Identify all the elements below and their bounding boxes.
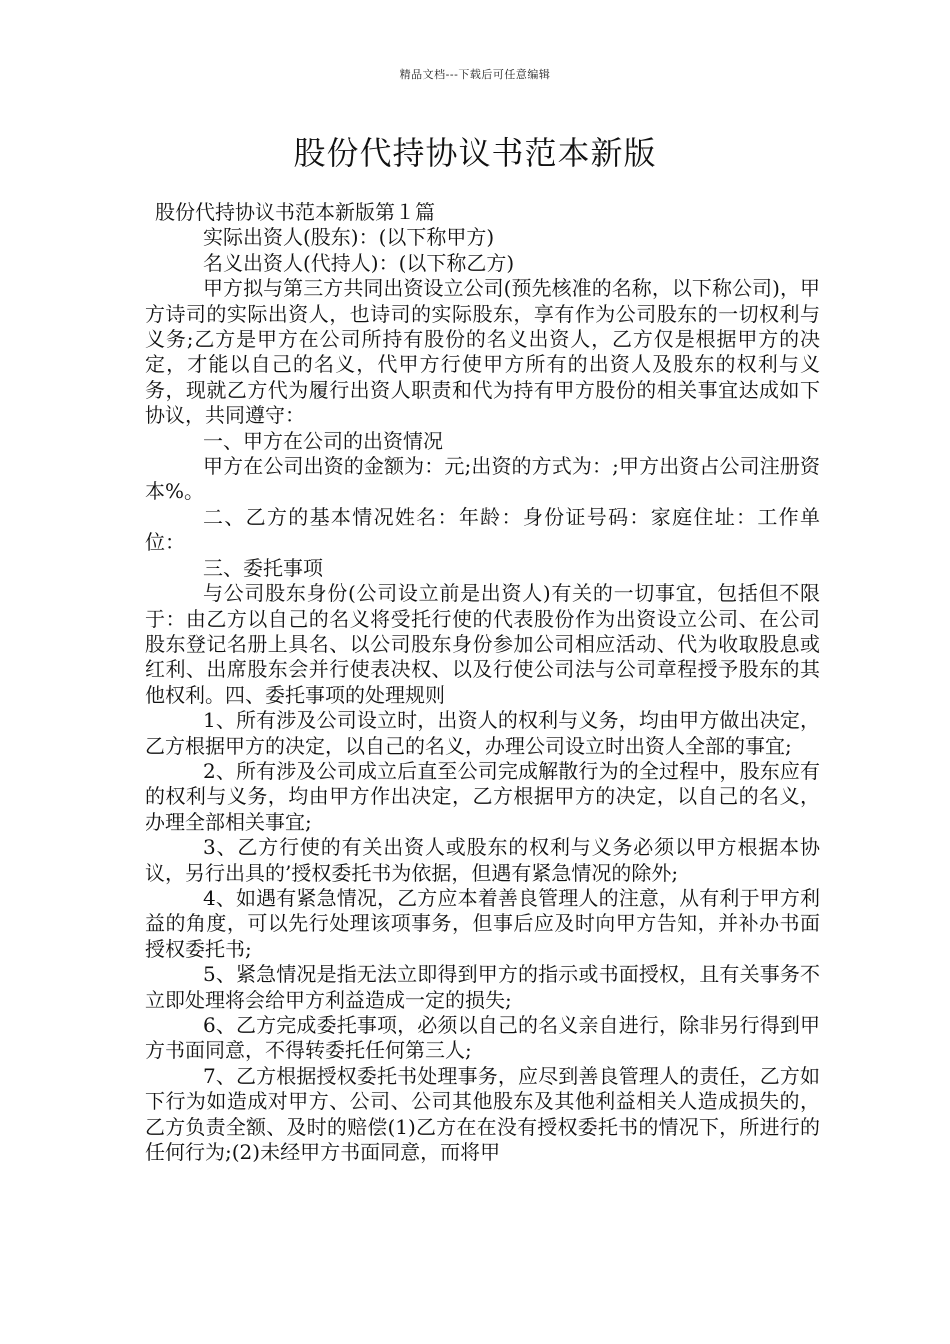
paragraph: 名义出资人(代持人)：(以下称乙方) (203, 250, 515, 275)
section-heading: 二、乙方的基本情况姓名：年龄：身份证号码：家庭住址：工作单位： (145, 504, 820, 555)
paragraph: 甲方拟与第三方共同出资设立公司(预先核准的名称，以下称公司)，甲方诗司的实际出资人，也诗司的实际股东，享有作为公司股东的一切权利与义务;乙方是甲方在公司所持有股份的名义出资人，乙方仅是根据甲方的决定，才能以自己的名义，代甲方行使甲方所有的出资人及股东的权利与义务，现就乙方代为履行出资人职责和代为持有甲方股份的相关事宜达成如下协议，共同遵守： (145, 276, 820, 428)
list-item: 4、如遇有紧急情况，乙方应本着善良管理人的注意，从有利于甲方利益的角度，可以先行处理该项事务，但事后应及时向甲方告知，并补办书面授权委托书; (145, 885, 820, 961)
document-body (145, 200, 820, 1165)
list-item: 5、紧急情况是指无法立即得到甲方的指示或书面授权，且有关事务不立即处理将会给甲方利益造成一定的损失; (145, 962, 820, 1012)
page-header: 精品文档---下载后可任意编辑 (399, 68, 551, 81)
section-subtitle: 股份代持协议书范本新版第１篇 (155, 200, 435, 224)
paragraph: 实际出资人(股东)：(以下称甲方) (203, 225, 495, 250)
list-item: 6、乙方完成委托事项，必须以自己的名义亲自进行，除非另行得到甲方书面同意，不得转委托任何第三人; (145, 1013, 820, 1063)
paragraph: 与公司股东身份(公司设立前是出资人)有关的一切事宜，包括但不限于：由乙方以自己的名义将受托行使的代表股份作为出资设立公司、在公司股东登记名册上具名、以公司股东身份参加公司相应活动、代为收取股息或红利、出席股东会并行使表决权、以及行使公司法与公司章程授予股东的其他权利。四、委托事项的处理规则 (145, 581, 820, 707)
list-item: 7、乙方根据授权委托书处理事务，应尽到善良管理人的责任，乙方如下行为如造成对甲方、公司、公司其他股东及其他利益相关人造成损失的，乙方负责全额、及时的赔偿(1)乙方在在没有授权委托书的情况下，所进行的任何行为;(2)未经甲方书面同意，而将甲 (145, 1063, 820, 1165)
list-item: 3、乙方行使的有关出资人或股东的权利与义务必须以甲方根据本协议，另行出具的’授权委托书为依据，但遇有紧急情况的除外; (145, 835, 820, 885)
section-heading: 一、甲方在公司的出资情况 (203, 428, 443, 453)
paragraph: 甲方在公司出资的金额为：元;出资的方式为：;甲方出资占公司注册资本%。 (145, 454, 820, 504)
section-heading: 三、委托事项 (203, 555, 323, 580)
document-title: 股份代持协议书范本新版 (293, 134, 657, 172)
list-item: 2、所有涉及公司成立后直至公司完成解散行为的全过程中，股东应有的权利与义务，均由甲方作出决定，乙方根据甲方的决定，以自己的名义，办理全部相关事宜; (145, 758, 820, 834)
list-item: 1、所有涉及公司设立时，出资人的权利与义务，均由甲方做出决定，乙方根据甲方的决定，以自己的名义，办理公司设立时出资人全部的事宜; (145, 708, 820, 758)
